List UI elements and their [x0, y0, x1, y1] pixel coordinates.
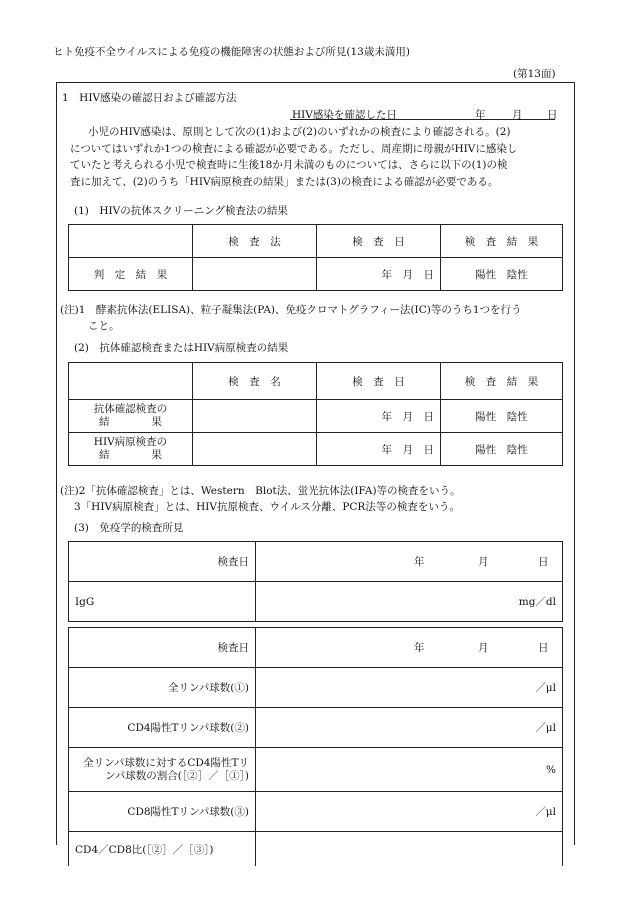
col-header-result: 検 査 結 果: [441, 225, 563, 258]
result-choice-cell[interactable]: 陽性 陰性: [441, 433, 563, 466]
result-choice-cell[interactable]: 陽性 陰性: [441, 258, 563, 291]
confirm-month: 月: [512, 109, 523, 121]
lymph-row-label: 全リンパ球数に対するCD4陽性Tリンパ球数の割合(［②］／［①］): [69, 748, 256, 792]
screening-heading: (1) HIVの抗体スクリーニング検査法の結果: [74, 205, 289, 217]
row-label-pathogen: [69, 433, 193, 466]
lymph-value-cell[interactable]: ／μl: [256, 792, 563, 832]
confirm-day: 日: [547, 109, 558, 121]
lymph-value-cell[interactable]: [256, 832, 563, 867]
method-input-cell[interactable]: [193, 258, 317, 291]
row-label-line: 結 果: [99, 416, 162, 428]
date-input-cell[interactable]: 年 月 日: [317, 433, 441, 466]
lymph-row-label: CD4／CD8比(［②］／［③］): [69, 832, 256, 867]
igg-table: [68, 541, 563, 622]
col-header-name: 検 査 名: [193, 363, 317, 400]
year-label: 年: [414, 642, 425, 654]
row-label-judgement: 判 定 結 果: [69, 258, 193, 291]
note1: [60, 302, 570, 334]
lymph-row-label: CD4陽性Tリンパ球数(②): [69, 708, 256, 748]
paragraph-line: についてはいずれか1つの検査による確認が必要である。ただし、周産期に母親がHIVに感染し: [70, 142, 518, 155]
col-header-date: 検 査 日: [317, 363, 441, 400]
confirm-date-label: HIV感染を確認した日: [292, 109, 397, 121]
col-header-method: 検 査 法: [193, 225, 317, 258]
page-title: ヒト免疫不全ウイルスによる免疫の機能障害の状態および所見(13歳未満用): [53, 46, 410, 58]
test-date-label: 検査日: [69, 628, 256, 668]
confirm-date-field[interactable]: [290, 107, 558, 121]
paragraph-line: 査に加えて、(2)のうち「HIV病原検査の結果」または(3)の検査による確認が必要である。: [70, 175, 499, 188]
note-line: (注)2「抗体確認検査」とは、Western Blot法、蛍光抗体法(IFA)等の検査をいう。: [60, 485, 461, 497]
note2: [60, 483, 461, 515]
note-line: こと。: [88, 320, 120, 332]
lymph-value-cell[interactable]: ／μl: [256, 668, 563, 708]
confirm-year: 年: [475, 109, 486, 121]
table-cell-empty: [69, 225, 193, 258]
name-input-cell[interactable]: [193, 400, 317, 433]
confirm-tests-table: [68, 362, 563, 466]
lymph-row-label: 全リンパ球数(①): [69, 668, 256, 708]
note-line: (注)1 酵素抗体法(ELISA)、粒子凝集法(PA)、免疫クロマトグラフィー法(IC)等のうち1つを行う: [60, 304, 522, 316]
day-label: 日: [538, 642, 549, 654]
test-date-label: 検査日: [69, 542, 256, 582]
row-label-antibody: [69, 400, 193, 433]
day-label: 日: [538, 556, 549, 568]
section1-paragraph: [70, 124, 564, 190]
date-input-cell[interactable]: 年 月 日: [317, 400, 441, 433]
lymph-value-cell[interactable]: ／μl: [256, 708, 563, 748]
date-input-cell[interactable]: 年 月 日: [317, 258, 441, 291]
col-header-result: 検 査 結 果: [441, 363, 563, 400]
note-line: 3「HIV病原検査」とは、HIV抗原検査、ウイルス分離、PCR法等の検査をいう。: [74, 501, 460, 513]
row-label-line: 結 果: [99, 449, 162, 461]
igg-label: IgG: [69, 582, 256, 622]
lymph-value-cell[interactable]: %: [256, 748, 563, 792]
result-choice-cell[interactable]: 陽性 陰性: [441, 400, 563, 433]
table-cell-empty: [69, 363, 193, 400]
page-number: (第13面): [513, 68, 556, 80]
lymph-row-label: CD8陽性Tリンパ球数(③): [69, 792, 256, 832]
month-label: 月: [478, 642, 489, 654]
paragraph-line: ていたと考えられる小児で検査時に生後18か月未満のものについては、さらに以下の(1)の検: [70, 159, 508, 172]
row-label-line: 抗体確認検査の: [93, 403, 168, 415]
test-date-cell[interactable]: [256, 542, 563, 582]
immuno-heading: (3) 免疫学的検査所見: [74, 522, 184, 534]
section1-heading: 1 HIV感染の確認日および確認方法: [62, 92, 237, 104]
month-label: 月: [478, 556, 489, 568]
row-label-line: HIV病原検査の: [93, 436, 168, 448]
test-date-cell[interactable]: [256, 628, 563, 668]
lymph-table: [68, 627, 563, 866]
screening-table: [68, 224, 563, 291]
paragraph-line: 小児のHIV感染は、原則として次の(1)および(2)のいずれかの検査により確認される。(2): [88, 126, 511, 138]
col-header-date: 検 査 日: [317, 225, 441, 258]
year-label: 年: [414, 556, 425, 568]
igg-value-cell[interactable]: mg／dl: [256, 582, 563, 622]
name-input-cell[interactable]: [193, 433, 317, 466]
confirm-tests-heading: (2) 抗体確認検査またはHIV病原検査の結果: [74, 342, 289, 354]
